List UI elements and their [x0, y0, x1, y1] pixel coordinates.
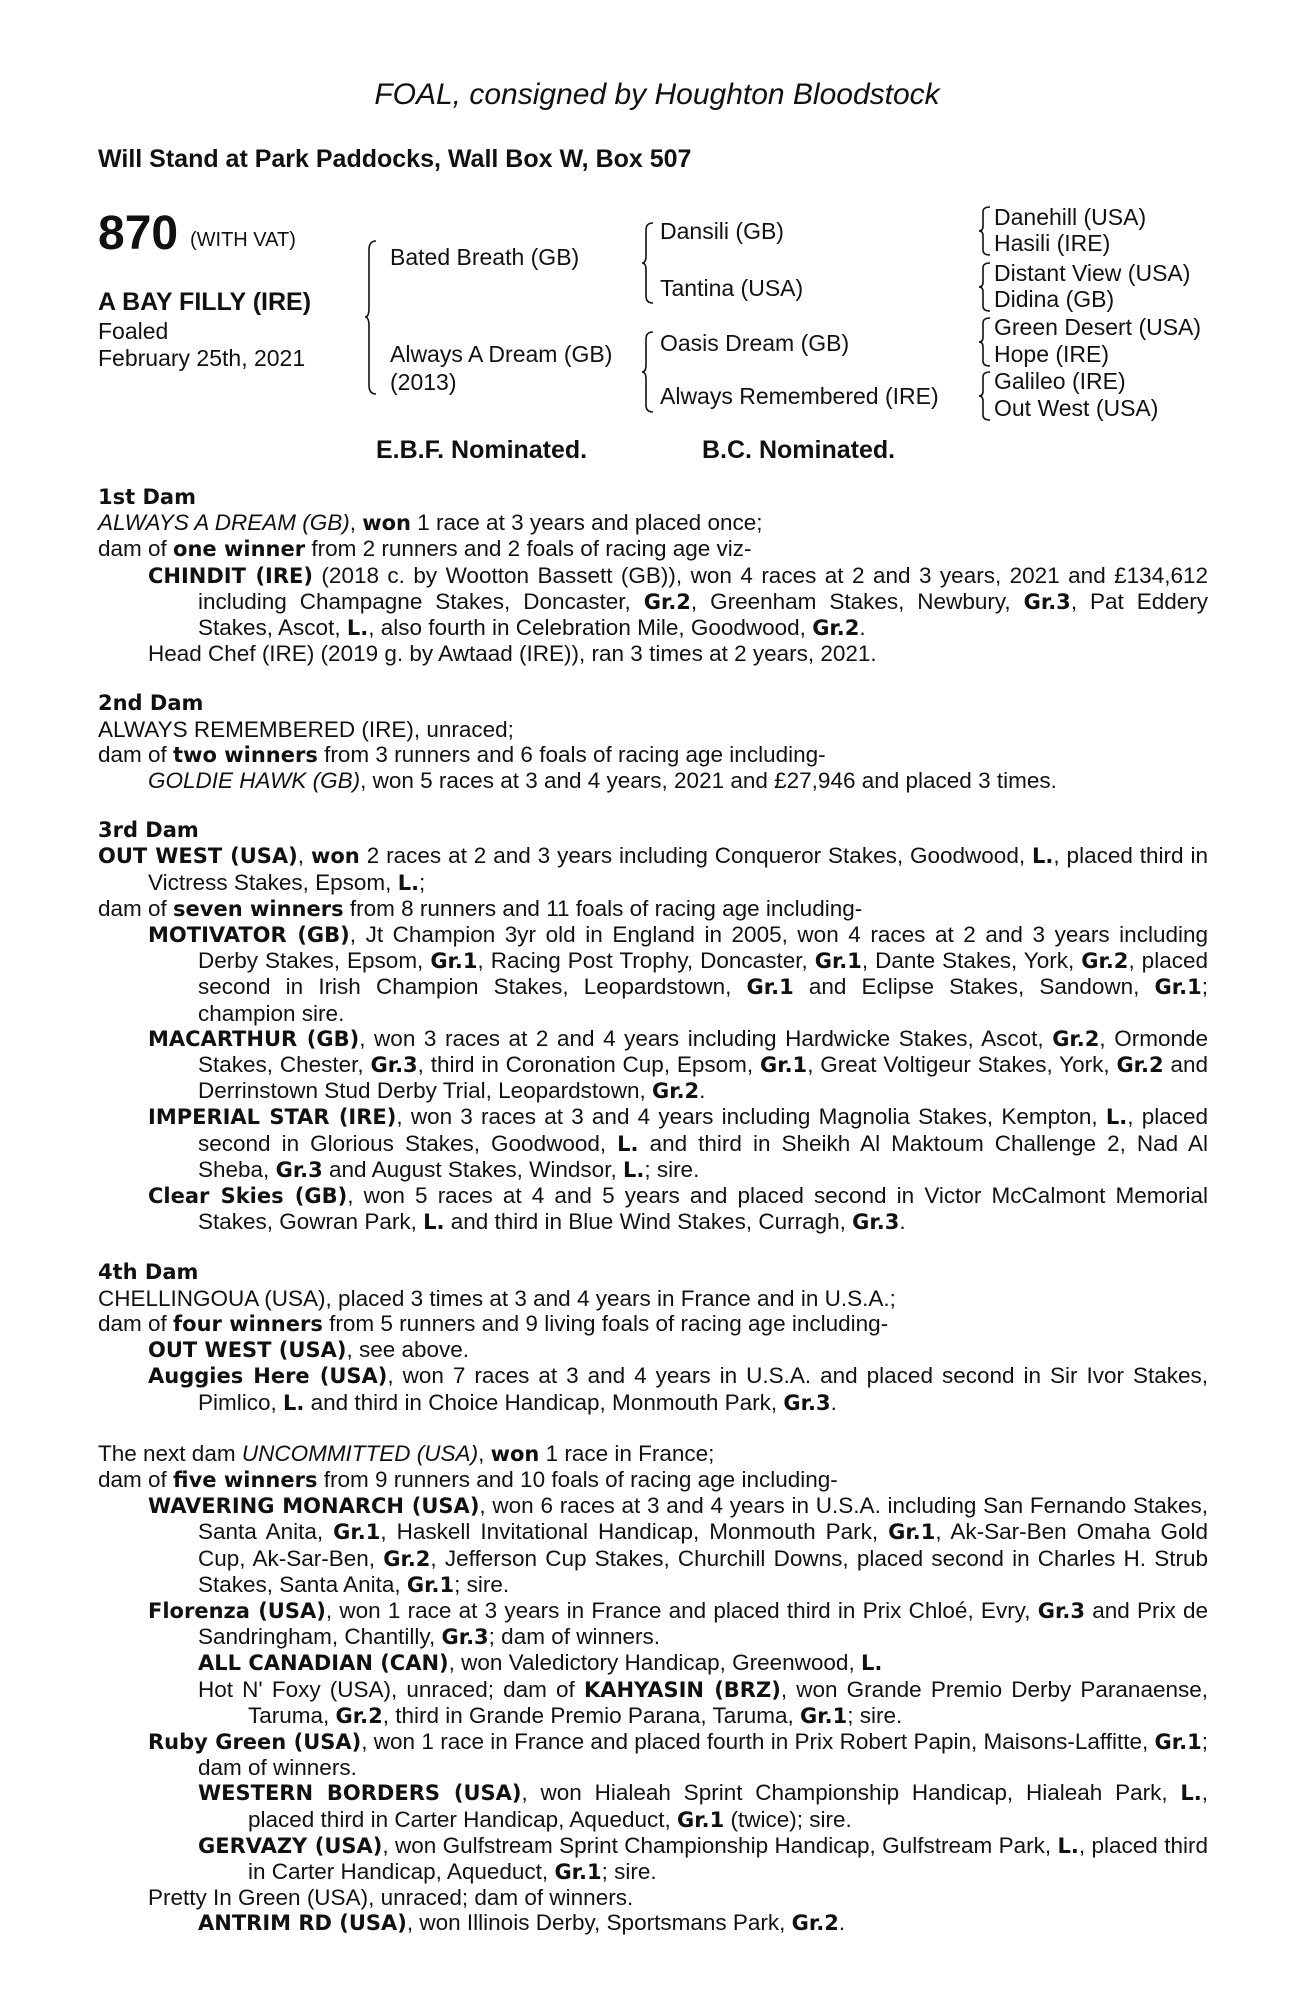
produce-ruby-green: Ruby Green (USA), won 1 race in France and placed fourth in Prix Robert Papin, Maisons-Laffitte, Gr.1; dam of winners.	[148, 1728, 1208, 1781]
gen3-name-2: Hasili (IRE)	[994, 230, 1111, 256]
sire-sire-name: Dansili (GB)	[660, 218, 784, 244]
produce-antrim-rd: ANTRIM RD (USA), won Illinois Derby, Sportsmans Park, Gr.2.	[198, 1910, 846, 1936]
third-dam-produce: dam of seven winners from 8 runners and 11 foals of racing age including-	[98, 895, 863, 921]
pedigree-notes	[98, 485, 1208, 1937]
gen3-name-4: Didina (GB)	[994, 286, 1115, 312]
foaled-label: Foaled	[98, 318, 169, 344]
next-dam-produce: dam of five winners from 9 runners and 10 foals of racing age including-	[98, 1466, 838, 1492]
fourth-dam-produce: dam of four winners from 5 runners and 9 living foals of racing age including-	[98, 1310, 889, 1336]
produce-western-borders: WESTERN BORDERS (USA), won Hialeah Sprint Championship Handicap, Hialeah Park, L., placed third in Carter Handicap, Aqueduct, Gr.1 (twice); sire.	[198, 1780, 1208, 1832]
ebf-nomination: E.B.F. Nominated.	[376, 436, 588, 464]
produce-gervazy: GERVAZY (USA), won Gulfstream Sprint Championship Handicap, Gulfstream Park, L., placed third in Carter Handicap, Aqueduct, Gr.1; sire.	[198, 1832, 1208, 1884]
third-dam-line: OUT WEST (USA), won 2 races at 2 and 3 years including Conqueror Stakes, Goodwood, L., placed third in Victress Stakes, Epsom, L.;	[98, 843, 1208, 895]
produce-imperial-star: IMPERIAL STAR (IRE), won 3 races at 3 and 4 years including Magnolia Stakes, Kempton, L., placed second in Glorious Stakes, Goodwood, L. and third in Sheikh Al Maktoum Challenge 2, Nad Al Sheba, Gr.3 and August Stakes, Windsor, L.; sire.	[148, 1104, 1209, 1182]
pedigree-brace-g3-1	[978, 206, 992, 256]
produce-out-west: OUT WEST (USA), see above.	[148, 1337, 470, 1363]
produce-wavering-monarch: WAVERING MONARCH (USA), won 6 races at 3 and 4 years in U.S.A. including San Fernando Stakes, Santa Anita, Gr.1, Haskell Invitational Handicap, Monmouth Park, Gr.1, Ak-Sar-Ben Omaha Gold Cup, Ak-Sar-Ben, Gr.2, Jefferson Cup Stakes, Churchill Downs, placed second in Charles H. Strub Stakes, Santa Anita, Gr.1; sire.	[148, 1493, 1208, 1597]
page-title: FOAL, consigned by Houghton Bloodstock	[374, 78, 940, 111]
gen3-name-1: Danehill (USA)	[994, 204, 1147, 230]
lot-number: 870	[98, 207, 179, 260]
dam-dam-name: Always Remembered (IRE)	[660, 383, 939, 409]
foaled-date: February 25th, 2021	[98, 345, 306, 371]
second-dam-produce: dam of two winners from 3 runners and 6 foals of racing age including-	[98, 741, 826, 767]
pedigree-brace-g3-2	[978, 262, 992, 312]
produce-hot-n-foxy: Hot N' Foxy (USA), unraced; dam of KAHYASIN (BRZ), won Grande Premio Derby Paranaense, Taruma, Gr.2, third in Grande Premio Parana, Taruma, Gr.1; sire.	[198, 1676, 1208, 1728]
first-dam-produce: dam of one winner from 2 runners and 2 foals of racing age viz-	[98, 536, 752, 562]
gen3-name-5: Green Desert (USA)	[994, 314, 1202, 340]
pedigree-brace-dam	[641, 331, 655, 413]
sire-dam-name: Tantina (USA)	[660, 275, 804, 301]
fourth-dam-heading: 4th Dam	[98, 1260, 199, 1285]
stand-location: Will Stand at Park Paddocks, Wall Box W, Box 507	[98, 145, 692, 173]
gen3-name-8: Out West (USA)	[994, 395, 1159, 421]
fourth-dam-line: CHELLINGOUA (USA), placed 3 times at 3 and 4 years in France and in U.S.A.;	[98, 1285, 896, 1311]
gen3-name-3: Distant View (USA)	[994, 260, 1191, 286]
second-dam-line: ALWAYS REMEMBERED (IRE), unraced;	[98, 716, 514, 742]
second-dam-heading: 2nd Dam	[98, 691, 204, 716]
dam-sire-name: Oasis Dream (GB)	[660, 330, 850, 356]
produce-clear-skies: Clear Skies (GB), won 5 races at 4 and 5 years and placed second in Victor McCalmont Memorial Stakes, Gowran Park, L. and third in Blue Wind Stakes, Curragh, Gr.3.	[148, 1183, 1208, 1235]
vat-note: (WITH VAT)	[190, 229, 296, 251]
gen3-name-6: Hope (IRE)	[994, 341, 1110, 367]
produce-florenza: Florenza (USA), won 1 race at 3 years in France and placed third in Prix Chloé, Evry, Gr.3 and Prix de Sandringham, Chantilly, Gr.3; dam of winners.	[148, 1597, 1208, 1650]
dam-year: (2013)	[390, 369, 457, 395]
produce-pretty-in-green: Pretty In Green (USA), unraced; dam of winners.	[148, 1885, 634, 1911]
produce-chindit: CHINDIT (IRE) (2018 c. by Wootton Bassett (GB)), won 4 races at 2 and 3 years, 2021 and £134,612 including Champagne Stakes, Doncaster, Gr.2, Greenham Stakes, Newbury, Gr.3, Pat Eddery Stakes, Ascot, L., also fourth in Celebration Mile, Goodwood, Gr.2.	[148, 562, 1209, 641]
third-dam-heading: 3rd Dam	[98, 818, 199, 843]
pedigree-brace-sire	[641, 222, 655, 304]
dam-name: Always A Dream (GB)	[390, 341, 613, 367]
pedigree-brace-g3-3	[978, 317, 992, 367]
first-dam-heading: 1st Dam	[98, 485, 196, 509]
pedigree-brace-main	[364, 240, 378, 395]
gen3-name-7: Galileo (IRE)	[994, 368, 1126, 394]
bc-nomination: B.C. Nominated.	[702, 436, 896, 464]
produce-auggies-here: Auggies Here (USA), won 7 races at 3 and 4 years in U.S.A. and placed second in Sir Ivor Stakes, Pimlico, L. and third in Choice Handicap, Monmouth Park, Gr.3.	[148, 1363, 1208, 1415]
produce-macarthur: MACARTHUR (GB), won 3 races at 2 and 4 years including Hardwicke Stakes, Ascot, Gr.2, Ormonde Stakes, Chester, Gr.3, third in Coronation Cup, Epsom, Gr.1, Great Voltigeur Stakes, York, Gr.2 and Derrinstown Stud Derby Trial, Leopardstown, Gr.2.	[148, 1025, 1208, 1104]
produce-goldie-hawk: GOLDIE HAWK (GB), won 5 races at 3 and 4 years, 2021 and £27,946 and placed 3 times.	[148, 768, 1057, 794]
produce-motivator: MOTIVATOR (GB), Jt Champion 3yr old in England in 2005, won 4 races at 2 and 3 years including Derby Stakes, Epsom, Gr.1, Racing Post Trophy, Doncaster, Gr.1, Dante Stakes, York, Gr.2, placed second in Irish Champion Stakes, Leopardstown, Gr.1 and Eclipse Stakes, Sandown, Gr.1; champion sire.	[148, 922, 1208, 1026]
next-dam-line: The next dam UNCOMMITTED (USA), won 1 race in France;	[98, 1440, 715, 1466]
foaled-info	[98, 318, 305, 372]
sire-name: Bated Breath (GB)	[390, 244, 580, 270]
lot-description: A BAY FILLY (IRE)	[98, 288, 312, 316]
first-dam-line: ALWAYS A DREAM (GB), won 1 race at 3 years and placed once;	[98, 510, 763, 536]
produce-all-canadian: ALL CANADIAN (CAN), won Valedictory Handicap, Greenwood, L.	[198, 1650, 883, 1676]
produce-head-chef: Head Chef (IRE) (2019 g. by Awtaad (IRE)), ran 3 times at 2 years, 2021.	[148, 641, 877, 667]
pedigree-brace-g3-4	[978, 371, 992, 421]
